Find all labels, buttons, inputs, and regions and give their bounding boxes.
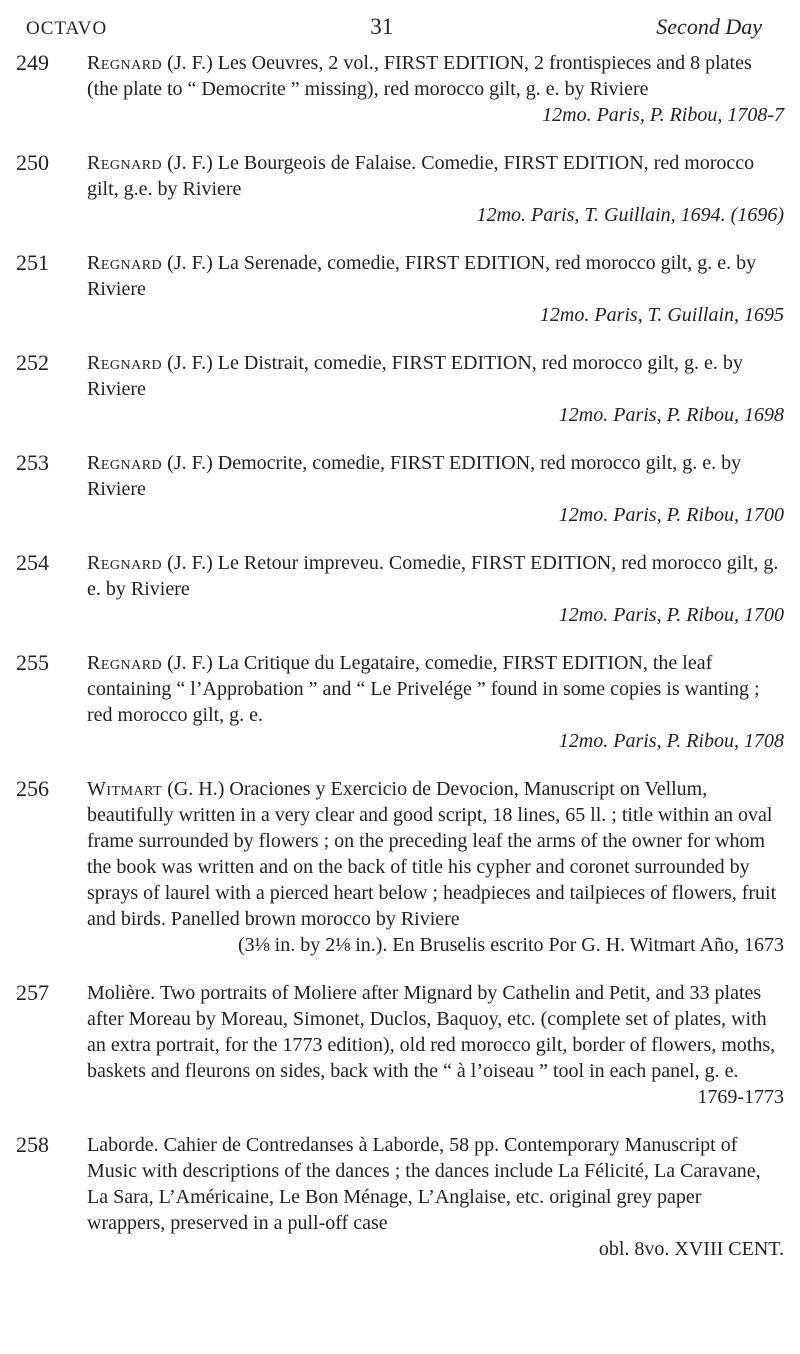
lot-number: 255 [16, 650, 49, 675]
lot-entry [0, 980, 800, 1110]
lot-text: (J. F.) La Serenade, comedie, FIRST EDITION, red morocco gilt, g. e. by Riviere [87, 252, 757, 300]
lot-number: 256 [16, 776, 49, 801]
lot-imprint: 12mo. Paris, P. Ribou, 1700 [558, 504, 784, 526]
lot-text: (J. F.) Le Distrait, comedie, FIRST EDITION, red morocco gilt, g. e. by Riviere [87, 352, 743, 400]
lot-entry [0, 450, 800, 528]
running-head [26, 14, 762, 44]
lot-imprint: 12mo. Paris, T. Guillain, 1694. (1696) [476, 204, 784, 226]
lot-imprint: 12mo. Paris, P. Ribou, 1708 [558, 730, 784, 752]
lot-description [87, 650, 784, 754]
lot-author: Regnard [87, 252, 163, 274]
lot-imprint: obl. 8vo. XVIII CENT. [598, 1238, 784, 1260]
lot-imprint: 12mo. Paris, P. Ribou, 1698 [558, 404, 784, 426]
lot-entry [0, 550, 800, 628]
lot-text: (J. F.) Le Retour impreveu. Comedie, FIRST EDITION, red morocco gilt, g. e. by Riviere [87, 552, 779, 600]
lot-text: Two portraits of Moliere after Mignard by Cathelin and Petit, and 33 plates after Moreau by Moreau, Simonet, Duclos, Baquoy, etc. (complete set of plates, with an extra portrait, for the 1773 edition), old red morocco gilt, border of flowers, moths, baskets and fleurons on sides, back with the “ à l’oiseau ” tool in each panel, g. e. [87, 982, 776, 1082]
lot-author: Regnard [87, 352, 163, 374]
lot-number: 252 [16, 350, 49, 375]
lot-imprint: 12mo. Paris, T. Guillain, 1695 [539, 304, 784, 326]
lot-text: (J. F.) Les Oeuvres, 2 vol., FIRST EDITION, 2 frontispieces and 8 plates (the plate to “ Democrite ” missing), red morocco gilt, g. e. by Riviere [87, 52, 752, 100]
lot-description [87, 1132, 784, 1262]
lot-number: 253 [16, 450, 49, 475]
lot-text: Cahier de Contredanses à Laborde, 58 pp. Contemporary Manuscript of Music with descriptions of the dances ; the dances include La Félicité, La Caravane, La Sara, L’Américaine, Le Bon Ménage, L’Anglaise, etc. original grey paper wrappers, preserved in a pull-off case [87, 1134, 761, 1234]
lot-author: Regnard [87, 152, 163, 174]
lot-author: Regnard [87, 552, 163, 574]
lot-number: 254 [16, 550, 49, 575]
lot-entry [0, 250, 800, 328]
lot-author: Regnard [87, 652, 163, 674]
lot-text: (J. F.) Democrite, comedie, FIRST EDITION, red morocco gilt, g. e. by Riviere [87, 452, 742, 500]
lot-description [87, 250, 784, 328]
lot-description [87, 980, 784, 1110]
lot-number: 250 [16, 150, 49, 175]
lot-entry [0, 350, 800, 428]
lot-text: (J. F.) La Critique du Legataire, comedie, FIRST EDITION, the leaf containing “ l’Approbation ” and “ Le Privelége ” found in some copies is wanting ; red morocco gilt, g. e. [87, 652, 760, 726]
lot-description [87, 550, 784, 628]
lot-entry [0, 150, 800, 228]
lot-number: 258 [16, 1132, 49, 1157]
lot-author: Witmart [87, 778, 163, 800]
lot-imprint: (3⅛ in. by 2⅛ in.). En Bruselis escrito Por G. H. Witmart Año, 1673 [237, 934, 784, 956]
lot-text: (G. H.) Oraciones y Exercicio de Devocion, Manuscript on Vellum, beautifully written in a very clear and good script, 18 lines, 65 ll. ; title within an oval frame surrounded by flowers ; on the preceding leaf the arms of the owner for whom the book was written and on the back of title his cypher and coronet surrounded by sprays of laurel with a pierced heart below ; headpieces and tailpieces of flowers, fruit and birds. Panelled brown morocco by Riviere [87, 778, 777, 930]
lot-entry [0, 50, 800, 128]
lot-author: Regnard [87, 452, 163, 474]
lot-entry [0, 650, 800, 754]
lot-description [87, 150, 784, 228]
lot-description [87, 50, 784, 128]
lot-author: Laborde. [87, 1134, 159, 1156]
lot-entry [0, 1132, 800, 1262]
lot-number: 249 [16, 50, 49, 75]
lot-entries [0, 50, 800, 1284]
lot-author: Molière. [87, 982, 156, 1004]
lot-author: Regnard [87, 52, 163, 74]
lot-entry [0, 776, 800, 958]
sale-day-heading: Second Day [656, 14, 762, 39]
lot-imprint: 12mo. Paris, P. Ribou, 1708-7 [542, 104, 784, 126]
format-heading: OCTAVO [26, 18, 108, 39]
page-number: 31 [370, 14, 394, 39]
lot-number: 251 [16, 250, 49, 275]
lot-description [87, 350, 784, 428]
lot-number: 257 [16, 980, 49, 1005]
lot-description [87, 776, 784, 958]
lot-imprint: 1769-1773 [697, 1086, 784, 1108]
lot-text: (J. F.) Le Bourgeois de Falaise. Comedie, FIRST EDITION, red morocco gilt, g.e. by Riviere [87, 152, 755, 200]
lot-description [87, 450, 784, 528]
lot-imprint: 12mo. Paris, P. Ribou, 1700 [558, 604, 784, 626]
